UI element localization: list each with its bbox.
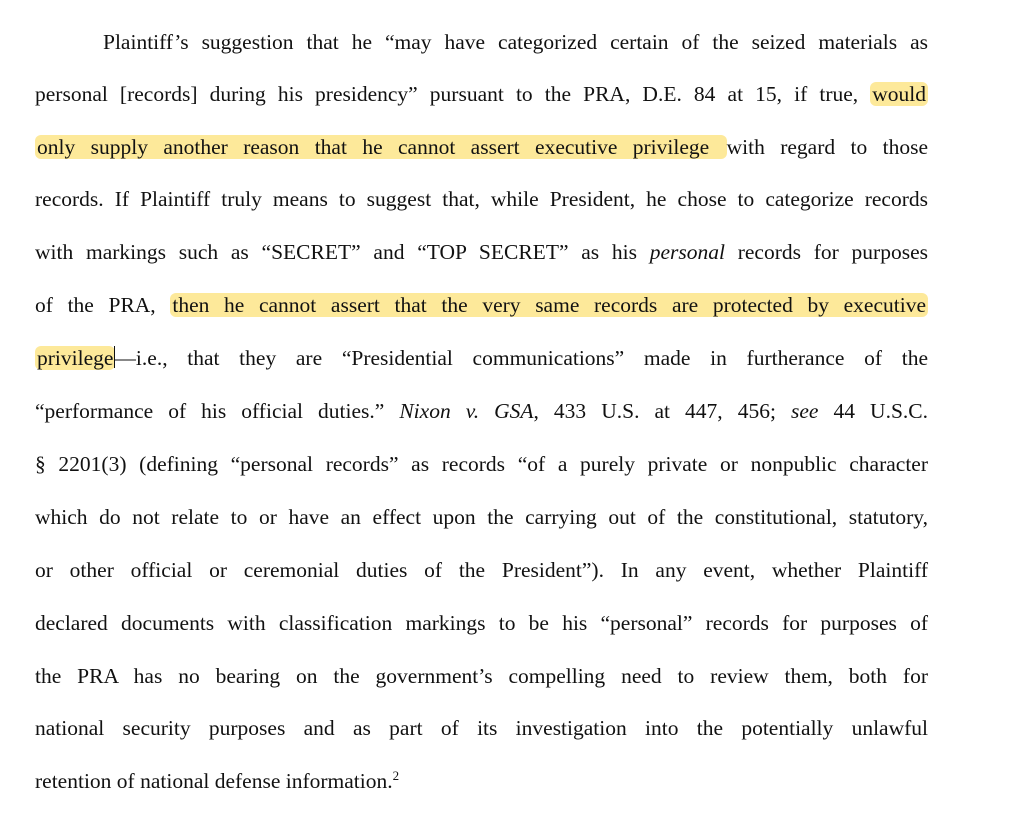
italic-signal: see [791, 399, 819, 423]
footnote-marker[interactable]: 2 [392, 767, 400, 783]
text-line [35, 237, 928, 267]
line-text: § 2201(3) (defining “personal records” as records “of a purely private or nonpublic character [35, 452, 928, 476]
text-line [35, 79, 928, 109]
line-text: or other official or ceremonial duties of the President”). In any event, whether Plaintiff [35, 558, 928, 582]
highlight[interactable]: would [872, 82, 926, 106]
text-line [35, 290, 928, 320]
text-line [35, 766, 928, 796]
text-line [103, 27, 928, 57]
line-text: declared documents with classification markings to be his “personal” records for purposes of [35, 611, 928, 635]
text-line [35, 132, 928, 162]
line-text: which do not relate to or have an effect upon the carrying out of the constitutional, statutory, [35, 505, 928, 529]
line-text: national security purposes and as part of its investigation into the potentially unlawful [35, 716, 928, 740]
line-text: , 433 U.S. at 447, 456; [533, 399, 791, 423]
line-text: of the PRA, [35, 293, 171, 317]
text-line [35, 502, 928, 532]
text-line [35, 184, 928, 214]
line-text: records for purposes [724, 240, 928, 264]
line-text: the PRA has no bearing on the government’s compelling need to review them, both for [35, 664, 928, 688]
highlight[interactable]: privilege [37, 346, 114, 370]
text-line [35, 396, 928, 426]
line-text: “performance of his official duties.” [35, 399, 400, 423]
text-line [35, 343, 928, 373]
italic-text: personal [649, 240, 725, 264]
line-text: personal [records] during his presidency” pursuant to the PRA, D.E. 84 at 15, if true, [35, 82, 871, 106]
text-line [35, 449, 928, 479]
line-text: Plaintiff’s suggestion that he “may have categorized certain of the seized materials as [103, 30, 928, 54]
text-line [35, 661, 928, 691]
case-citation: Nixon v. GSA [399, 399, 534, 423]
text-line [35, 608, 928, 638]
highlight[interactable]: then he cannot assert that the very same records are protected by executive [172, 293, 927, 317]
text-line [35, 555, 928, 585]
text-line [35, 713, 928, 743]
line-text: retention of national defense information. [35, 769, 393, 793]
line-text: 44 U.S.C. [818, 399, 928, 423]
line-text: with regard to those [726, 135, 928, 159]
line-text: —i.e., that they are “Presidential communications” made in furtherance of the [114, 346, 928, 370]
line-text: records. If Plaintiff truly means to suggest that, while President, he chose to categorize records [35, 187, 928, 211]
highlight[interactable]: only supply another reason that he cannot assert executive privilege [37, 135, 725, 159]
line-text: with markings such as “SECRET” and “TOP SECRET” as his [35, 240, 650, 264]
